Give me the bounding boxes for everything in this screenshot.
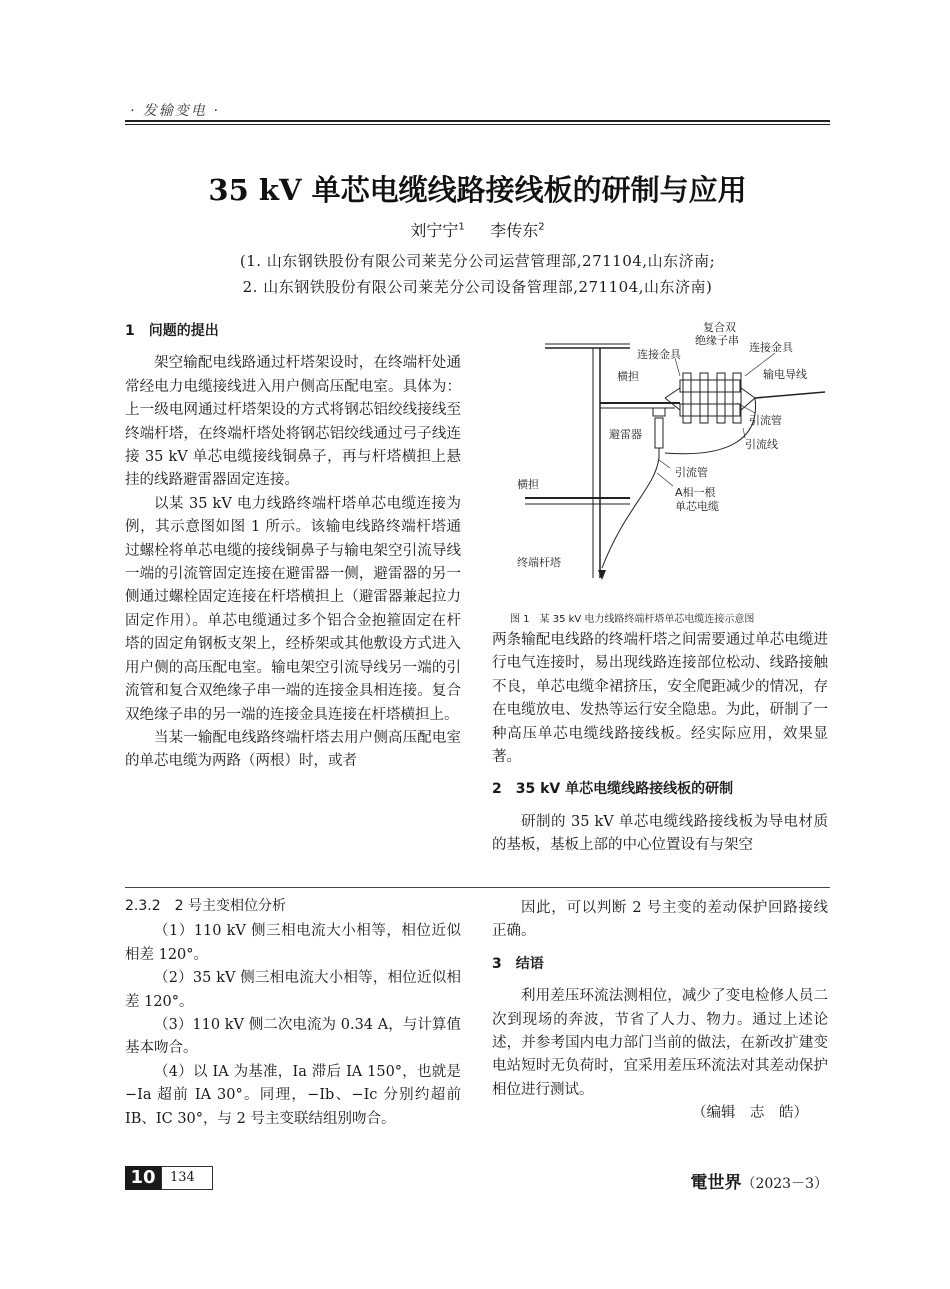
label-drainage-tube-top: 引流管 [749, 414, 782, 427]
subsection-heading: 2.3.2 2 号主变相位分析 [125, 898, 286, 914]
lower-right-column [492, 897, 828, 1126]
single-core-cable [602, 458, 659, 568]
paragraph: 因此，可以判断 2 号主变的差动保护回路接线正确。 [492, 900, 828, 940]
transmission-line [755, 392, 825, 398]
article-title: 35 kV 单芯电缆线路接线板的研制与应用 [208, 173, 747, 207]
paragraph: 利用差压环流法测相位，减少了变电检修人员二次到现场的奔波，节省了人力、物力。通过上述论述，并参考国内电力部门当前的做法，在新改扩建变电站短时无负荷时，宜采用差压环流法对其差动保护相位进行测试。 [492, 988, 828, 1098]
label-crossarm-bottom: 横担 [517, 478, 539, 491]
section-separator [125, 887, 830, 888]
figure-caption: 图 1 某 35 kV 电力线路终端杆塔单芯电缆连接示意图 [510, 614, 755, 625]
paragraph: 当某一输配电线路终端杆塔去用户侧高压配电室的单芯电缆为两路（两根）时，或者 [125, 729, 461, 770]
author-line [125, 218, 830, 241]
section-2-heading: 2 35 kV 单芯电缆线路接线板的研制 [492, 781, 734, 798]
list-item: （4）以 IA 为基准，Ia 滞后 IA 150°，也就是 −Ia 超前 IA 30°。同理，−Ib、−Ic 分别约超前 IB、IC 30°，与 2 号主变联结组别吻合。 [125, 1063, 461, 1127]
drainage-line [665, 398, 756, 454]
section-3-heading: 3 结语 [492, 955, 544, 972]
affiliation-2: 2. 山东钢铁股份有限公司莱芜分公司设备管理部,271104,山东济南) [242, 278, 713, 296]
paragraph: 两条输配电线路的终端杆塔之间需要通过单芯电缆进行电气连接时，易出现线路连接部位松动、线路接触不良，单芯电缆伞裙挤压，安全爬距减少的情况，存在电缆放电、发热等运行安全隐患。为此，研制了一种高压单芯电缆线路接线板。经实际应用，效果显著。 [492, 632, 828, 766]
label-single-core: 单芯电缆 [675, 500, 719, 513]
list-item: （2）35 kV 侧三相电流大小相等，相位近似相差 120°。 [125, 970, 461, 1010]
paragraph: 架空输配电线路通过杆塔架设时，在终端杆处通常经电力电缆接线进入用户侧高压配电室。具体为：上一级电网通过杆塔架设的方式将钢芯铝绞线接线至终端杆塔，在终端杆塔处将钢芯铝绞线通过弓子线连接 35 kV 单芯电缆接线铜鼻子，再与杆塔横担上悬挂的线路避雷器固定连接。 [125, 355, 461, 489]
label-composite: 复合双 [703, 321, 736, 334]
insulator-string [680, 373, 741, 423]
left-column [125, 320, 461, 774]
section-1-heading: 1 问题的提出 [125, 323, 219, 339]
label-drainage-line: 引流线 [745, 438, 778, 451]
author-sup: 2 [538, 221, 545, 233]
section-label: · 发输变电 · [130, 103, 220, 119]
header-rule [125, 120, 830, 122]
list-item: （1）110 kV 侧三相电流大小相等，相位近似相差 120°。 [125, 923, 461, 963]
right-column [492, 629, 828, 858]
page-number-block [125, 1166, 213, 1190]
magazine-name: 電世界 [690, 1173, 742, 1193]
page-number: 10 [125, 1166, 161, 1190]
editor-note: （编辑 志 皓） [692, 1105, 808, 1122]
affiliation-1: (1. 山东钢铁股份有限公司莱芜分公司运营管理部,271104,山东济南; [239, 252, 716, 270]
author-sup: 1 [458, 221, 465, 233]
label-terminal-tower: 终端杆塔 [517, 556, 561, 569]
list-item: （3）110 kV 侧二次电流为 0.34 A，与计算值基本吻合。 [125, 1017, 461, 1057]
header-rule-thin [125, 124, 830, 125]
label-connector-right: 连接金具 [749, 341, 793, 354]
label-insulator: 绝缘子串 [695, 334, 739, 347]
label-crossarm-top: 横担 [617, 370, 639, 383]
label-connector-left: 连接金具 [637, 348, 681, 361]
paragraph: 以某 35 kV 电力线路终端杆塔单芯电缆连接为例，其示意图如图 1 所示。该输电线路终端杆塔通过螺栓将单芯电缆的接线铜鼻子与输电架空引流导线一端的引流管固定连接在避雷器一侧，避雷器的另一侧通过螺栓固定连接在杆塔横担上（避雷器兼起拉力固定作用）。单芯电缆通过多个铝合金抱箍固定在杆塔的固定角钢板支架上，经桥架或其他敷设方式进入用户侧的高压配电室。输电架空引流导线另一端的引流管和复合双绝缘子串一端的连接金具相连接。复合双绝缘子串的另一端的连接金具连接在杆塔横担上。 [125, 495, 461, 723]
label-drainage-tube-bottom: 引流管 [675, 466, 708, 479]
label-transmission-line: 输电导线 [763, 368, 807, 381]
label-arrester: 避雷器 [609, 428, 642, 441]
arrester [653, 408, 665, 458]
paragraph: 研制的 35 kV 单芯电缆线路接线板为导电材质的基板，基板上部的中心位置设有与架空 [492, 813, 828, 854]
author-name: 刘宁宁 [410, 221, 459, 240]
author-name: 李传东 [490, 221, 539, 240]
journal-footer [690, 1168, 828, 1193]
figure-1-diagram [505, 318, 830, 606]
original-page-number: 134 [161, 1166, 213, 1190]
issue-number: （2023－3） [741, 1176, 828, 1192]
lower-left-column [125, 895, 461, 1131]
label-phase-a: A相一根 [675, 486, 716, 499]
